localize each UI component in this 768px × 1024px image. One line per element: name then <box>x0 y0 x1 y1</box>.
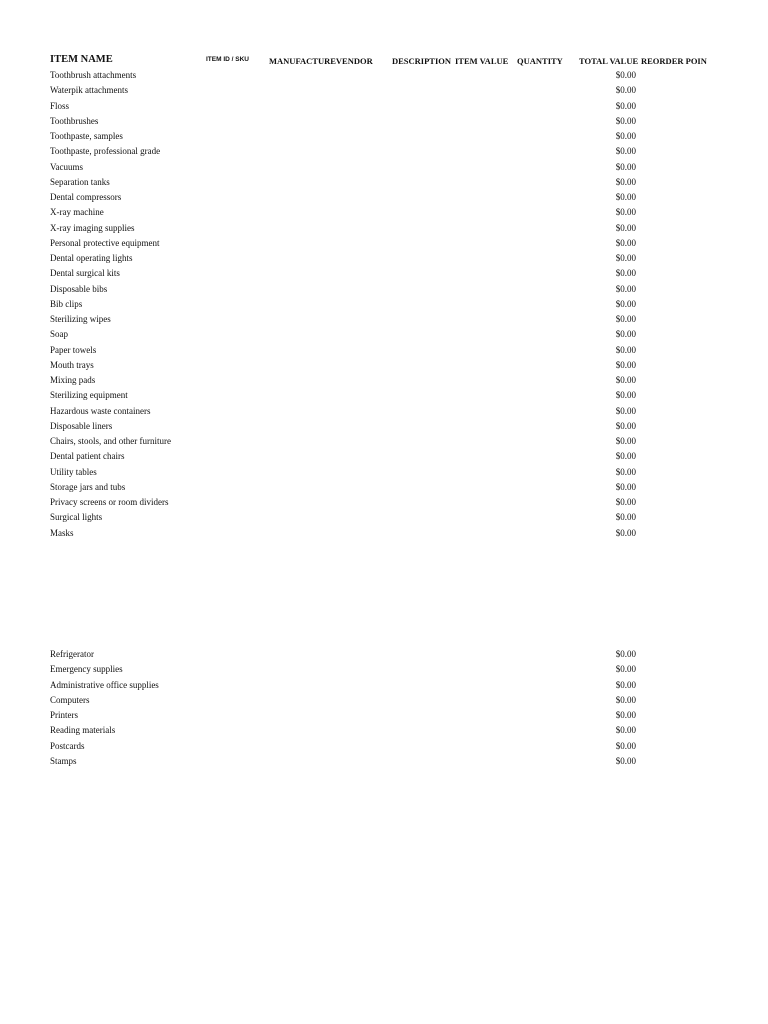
table-row[interactable] <box>0 175 768 190</box>
item-name-cell[interactable]: Toothpaste, samples <box>50 131 123 141</box>
table-row[interactable] <box>0 495 768 510</box>
total-value-cell[interactable]: $0.00 <box>615 679 636 690</box>
total-value-cell[interactable]: $0.00 <box>615 207 636 218</box>
table-row[interactable] <box>0 449 768 464</box>
table-row[interactable] <box>0 221 768 236</box>
table-row[interactable] <box>0 343 768 358</box>
item-name-cell[interactable]: Soap <box>50 329 68 340</box>
table-row[interactable] <box>0 251 768 266</box>
item-name-cell[interactable]: Dental surgical kits <box>50 268 120 279</box>
table-row[interactable] <box>0 282 768 297</box>
item-name-cell[interactable]: Disposable bibs <box>50 283 108 294</box>
table-row[interactable] <box>0 526 768 541</box>
total-value-cell[interactable]: $0.00 <box>615 740 636 751</box>
total-value-cell[interactable]: $0.00 <box>615 512 636 523</box>
total-value-cell[interactable]: $0.00 <box>615 268 636 279</box>
table-row[interactable] <box>0 358 768 373</box>
item-name-cell[interactable]: Mouth trays <box>50 359 94 370</box>
total-value-cell[interactable]: $0.00 <box>615 237 636 248</box>
column-header-quantity[interactable]: QUANTITY <box>517 56 563 66</box>
table-row[interactable] <box>0 708 768 723</box>
column-header-manufacturer-vendor[interactable]: MANUFACTUREVENDOR <box>269 56 373 66</box>
total-value-cell[interactable]: $0.00 <box>615 100 636 111</box>
table-row[interactable] <box>0 160 768 175</box>
item-name-cell[interactable]: Administrative office supplies <box>50 679 159 690</box>
total-value-cell[interactable]: $0.00 <box>615 161 636 172</box>
table-row[interactable] <box>0 190 768 205</box>
item-name-cell[interactable]: Bib clips <box>50 298 83 309</box>
item-list-secondary <box>0 647 768 769</box>
table-row[interactable] <box>0 465 768 480</box>
item-name-cell[interactable]: Disposable liners <box>50 420 113 431</box>
table-row[interactable] <box>0 693 768 708</box>
total-value-cell[interactable]: $0.00 <box>615 298 636 309</box>
table-row[interactable] <box>0 647 768 662</box>
total-value-cell[interactable]: $0.00 <box>615 451 636 462</box>
item-name-cell[interactable]: Reading materials <box>50 725 116 736</box>
item-name-cell[interactable]: Storage jars and tubs <box>50 481 126 492</box>
item-name-cell[interactable]: Sterilizing equipment <box>50 390 128 401</box>
table-row[interactable] <box>0 205 768 220</box>
table-row[interactable] <box>0 236 768 251</box>
item-list-primary <box>0 68 768 541</box>
table-row[interactable] <box>0 297 768 312</box>
item-name-cell[interactable]: Emergency supplies <box>50 664 123 675</box>
total-value-cell[interactable]: $0.00 <box>615 390 636 401</box>
total-value-cell[interactable]: $0.00 <box>615 344 636 355</box>
table-row[interactable] <box>0 419 768 434</box>
total-value-cell[interactable]: $0.00 <box>615 375 636 385</box>
table-row[interactable] <box>0 327 768 342</box>
table-row[interactable] <box>0 662 768 677</box>
total-value-cell[interactable]: $0.00 <box>615 725 636 736</box>
item-name-cell[interactable]: Paper towels <box>50 344 97 355</box>
item-name-cell[interactable]: Stamps <box>50 755 77 766</box>
item-name-cell[interactable]: Postcards <box>50 740 85 751</box>
table-row[interactable] <box>0 739 768 754</box>
total-value-cell[interactable]: $0.00 <box>615 420 636 431</box>
item-name-cell[interactable]: Hazardous waste containers <box>50 405 151 416</box>
item-name-cell[interactable]: X-ray imaging supplies <box>50 222 135 233</box>
item-name-cell[interactable]: Masks <box>50 527 74 538</box>
table-row[interactable] <box>0 510 768 525</box>
total-value-cell[interactable]: $0.00 <box>615 176 636 187</box>
item-name-cell[interactable]: Computers <box>50 694 90 705</box>
total-value-cell[interactable]: $0.00 <box>615 710 636 720</box>
total-value-cell[interactable]: $0.00 <box>615 436 636 446</box>
table-row[interactable] <box>0 114 768 129</box>
total-value-cell[interactable]: $0.00 <box>615 192 636 202</box>
column-header-item-value[interactable]: ITEM VALUE <box>455 56 509 66</box>
total-value-cell[interactable]: $0.00 <box>615 405 636 416</box>
total-value-cell[interactable]: $0.00 <box>615 329 636 340</box>
item-name-cell[interactable]: Privacy screens or room dividers <box>50 497 169 507</box>
item-name-cell[interactable]: X-ray machine <box>50 207 104 218</box>
total-value-cell[interactable]: $0.00 <box>615 314 636 324</box>
table-row[interactable] <box>0 83 768 98</box>
item-name-cell[interactable]: Mixing pads <box>50 375 96 385</box>
item-name-cell[interactable]: Toothbrushes <box>50 115 99 126</box>
column-header-item-id-sku[interactable]: ITEM ID / SKU <box>206 56 249 63</box>
item-name-cell[interactable]: Utility tables <box>50 466 97 477</box>
table-row[interactable] <box>0 68 768 83</box>
item-name-cell[interactable]: Chairs, stools, and other furniture <box>50 436 171 446</box>
column-header-total-value[interactable]: TOTAL VALUE <box>579 56 639 66</box>
table-row[interactable] <box>0 266 768 281</box>
total-value-cell[interactable]: $0.00 <box>615 755 636 766</box>
item-name-cell[interactable]: Waterpik attachments <box>50 85 128 96</box>
item-name-cell[interactable]: Floss <box>50 100 70 111</box>
table-row[interactable] <box>0 312 768 327</box>
item-name-cell[interactable]: Toothbrush attachments <box>50 70 137 80</box>
item-name-cell[interactable]: Separation tanks <box>50 176 110 187</box>
item-name-cell[interactable]: Sterilizing wipes <box>50 314 111 324</box>
total-value-cell[interactable]: $0.00 <box>615 222 636 233</box>
total-value-cell[interactable]: $0.00 <box>615 466 636 477</box>
total-value-cell[interactable]: $0.00 <box>615 359 636 370</box>
total-value-cell[interactable]: $0.00 <box>615 649 636 659</box>
item-name-cell[interactable]: Printers <box>50 710 78 720</box>
total-value-cell[interactable]: $0.00 <box>615 115 636 126</box>
total-value-cell[interactable]: $0.00 <box>615 283 636 294</box>
item-name-cell[interactable]: Personal protective equipment <box>50 237 160 248</box>
table-row[interactable] <box>0 723 768 738</box>
table-row[interactable] <box>0 99 768 114</box>
table-row[interactable] <box>0 754 768 769</box>
item-name-cell[interactable]: Dental compressors <box>50 192 122 202</box>
total-value-cell[interactable]: $0.00 <box>615 70 636 80</box>
table-row[interactable] <box>0 678 768 693</box>
table-row[interactable] <box>0 434 768 449</box>
item-name-cell[interactable]: Vacuums <box>50 161 83 172</box>
item-name-cell[interactable]: Toothpaste, professional grade <box>50 146 161 157</box>
column-header-description[interactable]: DESCRIPTION <box>392 56 452 66</box>
total-value-cell[interactable]: $0.00 <box>615 481 636 492</box>
total-value-cell[interactable]: $0.00 <box>615 664 636 675</box>
item-name-cell[interactable]: Dental patient chairs <box>50 451 125 462</box>
table-row[interactable] <box>0 388 768 403</box>
table-row[interactable] <box>0 373 768 388</box>
total-value-cell[interactable]: $0.00 <box>615 253 636 263</box>
item-name-cell[interactable]: Refrigerator <box>50 649 94 659</box>
total-value-cell[interactable]: $0.00 <box>615 527 636 538</box>
total-value-cell[interactable]: $0.00 <box>615 146 636 157</box>
table-row[interactable] <box>0 480 768 495</box>
item-name-cell[interactable]: Surgical lights <box>50 512 103 523</box>
table-row[interactable] <box>0 404 768 419</box>
total-value-cell[interactable]: $0.00 <box>615 694 636 705</box>
total-value-cell[interactable]: $0.00 <box>615 131 636 141</box>
column-header-reorder-point[interactable]: REORDER POIN <box>641 56 707 66</box>
total-value-cell[interactable]: $0.00 <box>615 85 636 96</box>
column-header-item-name[interactable]: ITEM NAME <box>50 54 113 65</box>
table-row[interactable] <box>0 144 768 159</box>
total-value-cell[interactable]: $0.00 <box>615 497 636 507</box>
item-name-cell[interactable]: Dental operating lights <box>50 253 133 263</box>
table-row[interactable] <box>0 129 768 144</box>
